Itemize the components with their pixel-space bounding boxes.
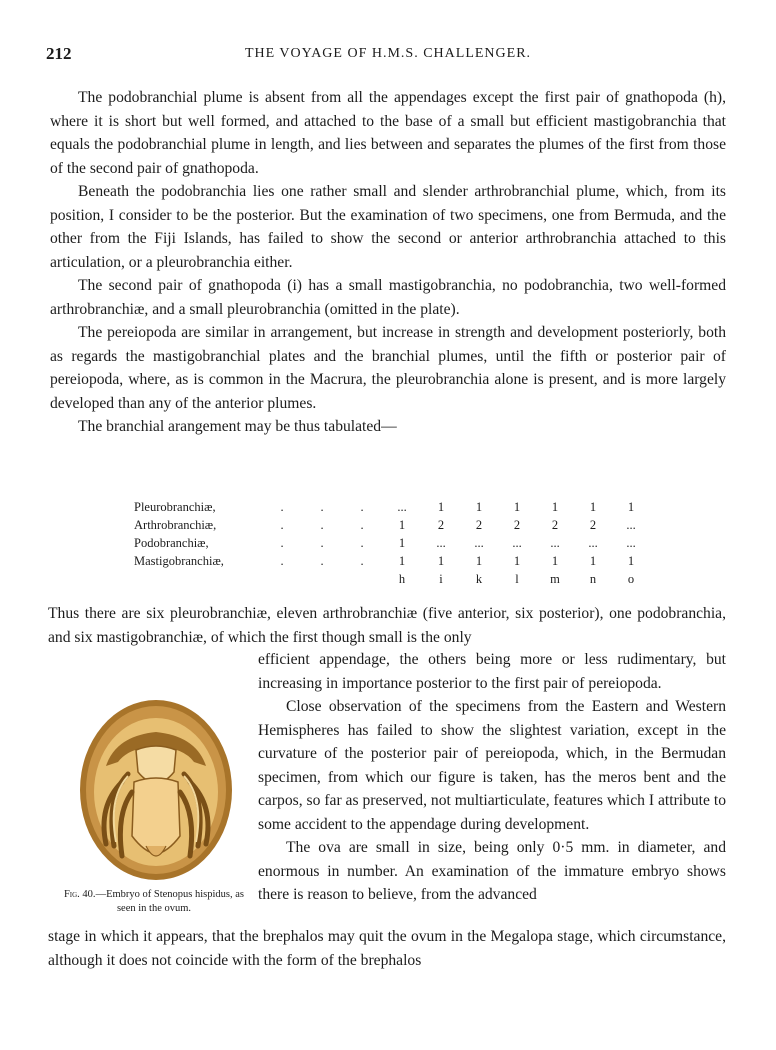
column-letter: k (475, 571, 483, 586)
table-cell: 1 (589, 499, 597, 514)
table-cell: 2 (513, 517, 521, 532)
paragraph-table-intro: The branchial arangement may be thus tabulated— (78, 418, 397, 435)
page-number: 212 (46, 44, 72, 63)
table-cell: ... (512, 535, 522, 550)
row-label: Arthrobranchiæ, (134, 517, 217, 532)
table-cell: 1 (513, 499, 521, 514)
summary-text (48, 602, 726, 649)
column-letter: n (589, 571, 597, 586)
paragraph-podobranchial: The podobranchial plume is absent from all the appendages except the first pair of gnathopoda (h), where it is short but well formed, and attached to the base of a small but efficient mastigobranchia that equals the podobranchial plume in length, and lies between and separates the plumes of the first from those of the second pair of gnathopoda. (50, 89, 726, 177)
body-text-bottom (48, 925, 726, 972)
table-cell: 1 (551, 553, 559, 568)
figure-caption-body: Embryo of Stenopus hispidus, as seen in the ovum. (106, 889, 245, 914)
table-cell: 1 (513, 553, 521, 568)
figure-caption: Fig. 40.—Embryo of Stenopus hispidus, as seen in the ovum. (63, 889, 245, 914)
table-cell: ... (550, 535, 560, 550)
table-cell: ... (397, 499, 407, 514)
table-cell: 1 (627, 499, 635, 514)
column-letter: h (398, 571, 406, 586)
figure-label: Fig. 40. (63, 889, 96, 900)
paragraph-close-observation: Close observation of the specimens from the Eastern and Western Hemispheres has failed to show the slightest variation, except in the curvature of the posterior pair of pereiopoda, which, in the Bermudan specimen, from which our figure is taken, has the meros bent and the carpos, so far as preserved, not multiarticulate, features which I attribute to some accident to the appendage during development. (258, 698, 726, 833)
table-row: Mastigobranchiæ, . . . 1 1 1 1 1 1 1 (134, 552, 650, 570)
column-letter: l (515, 571, 519, 586)
table-cell: 1 (551, 499, 559, 514)
table-cell: 2 (437, 517, 445, 532)
paragraph-second-gnathopoda: The second pair of gnathopoda (i) has a small mastigobranchia, no podobranchia, two well-formed arthrobranchiæ, and a small pleurobranchia (omitted in the plate). (50, 277, 726, 318)
paragraph-efficient-appendage: efficient appendage, the others being more or less rudimentary, but increasing in importance posterior to the first pair of pereiopoda. (258, 651, 726, 692)
table-cell: 1 (627, 553, 635, 568)
table-row: Podobranchiæ, . . . 1 ... ... ... ... ... ... (134, 534, 650, 552)
body-text-top (50, 86, 726, 439)
running-title: THE VOYAGE OF H.M.S. CHALLENGER. (244, 46, 532, 61)
table-cell: 1 (475, 499, 483, 514)
embryo-drawing (76, 696, 236, 884)
table-cell: 2 (589, 517, 597, 532)
table-cell: 1 (437, 499, 445, 514)
embryo-illustration (76, 696, 236, 884)
page-header (0, 44, 776, 68)
table-cell: 1 (437, 553, 445, 568)
table-cell: ... (474, 535, 484, 550)
table-cell: ... (436, 535, 446, 550)
table-cell: 1 (398, 517, 406, 532)
table-row: Arthrobranchiæ, . . . 1 2 2 2 2 2 ... (134, 516, 650, 534)
paragraph-summary: Thus there are six pleurobranchiæ, eleven arthrobranchiæ (five anterior, six posterior), one podobranchia, and six mastigobranchiæ, of which the first though small is the only (48, 605, 726, 646)
paragraph-ova: The ova are small in size, being only 0·5 mm. in diameter, and enormous in number. An examination of the immature embryo shows there is reason to believe, from the advanced (258, 839, 726, 903)
table-row: Pleurobranchiæ, . . . ... 1 1 1 1 1 1 (134, 498, 650, 516)
column-letter-row (134, 570, 650, 588)
column-letter: i (439, 571, 443, 586)
embryo-body (132, 778, 180, 854)
paragraph-brephalos: stage in which it appears, that the brephalos may quit the ovum in the Megalopa stage, which circumstance, although it does not coincide with the form of the brephalos (48, 928, 726, 969)
table-cell: 1 (398, 535, 406, 550)
row-label: Podobranchiæ, (134, 535, 209, 550)
table-cell: 1 (589, 553, 597, 568)
paragraph-arthrobranchial: Beneath the podobranchia lies one rather small and slender arthrobranchial plume, which, from its position, I consider to be the posterior. But the examination of two specimens, one from Bermuda, and the other from the Fiji Islands, has failed to show the second or anterior arthrobranchia attached to this articulation, or a pleurobranchia either. (50, 183, 726, 271)
table-cell: 1 (398, 553, 406, 568)
column-letter: m (550, 571, 560, 586)
table-cell: ... (626, 535, 636, 550)
table-cell: ... (626, 517, 636, 532)
row-label: Pleurobranchiæ, (134, 499, 216, 514)
paragraph-pereiopoda: The pereiopoda are similar in arrangement, but increase in strength and development posteriorly, both as regards the mastigobranchial plates and the branchial plumes, until the fifth or posterior pair of pereiopoda, where, as is common in the Macrura, the pleurobranchia alone is present, and is more largely developed than any of the anterior plumes. (50, 324, 726, 412)
table-cell: 2 (475, 517, 483, 532)
table-cell: 2 (551, 517, 559, 532)
branchial-table (134, 498, 650, 588)
row-label: Mastigobranchiæ, (134, 553, 224, 568)
wrapped-text (258, 648, 726, 907)
table-cell: 1 (475, 553, 483, 568)
table-cell: ... (588, 535, 598, 550)
column-letter: o (627, 571, 635, 586)
